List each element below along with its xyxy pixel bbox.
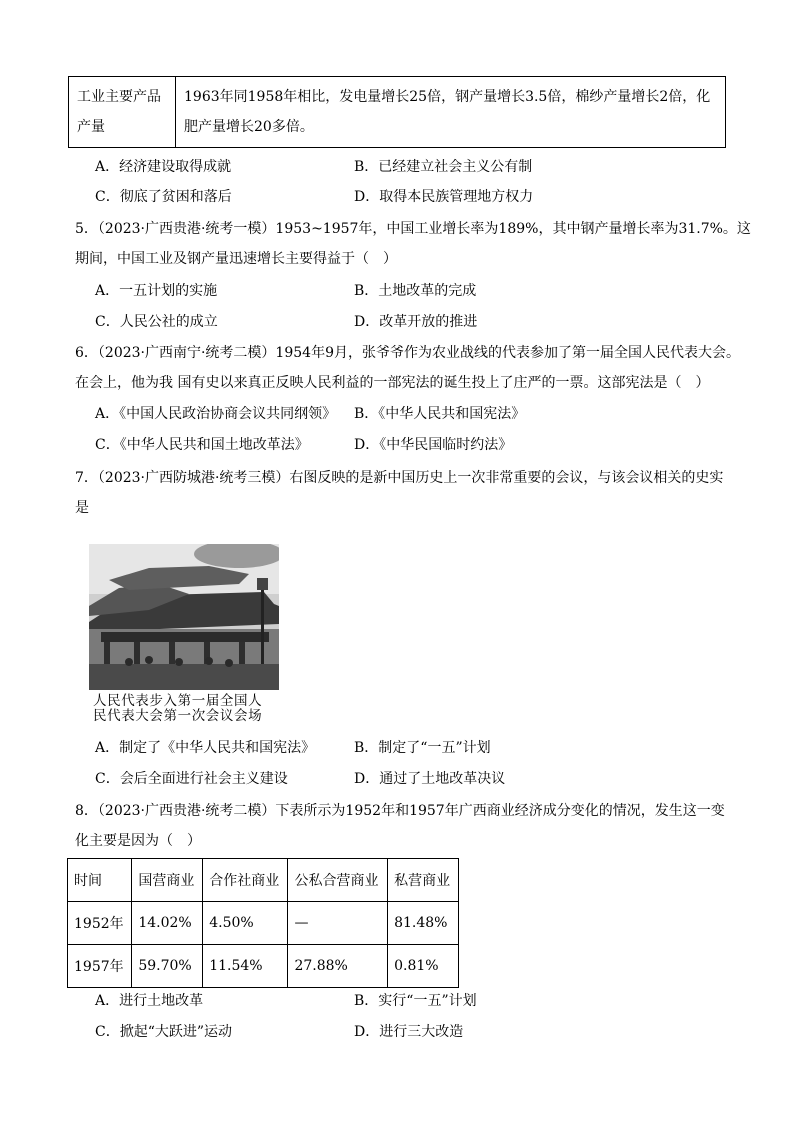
photo-caption [93,694,293,724]
q6-option-b[interactable]: B．《中华人民共和国宪法》 [354,406,526,422]
q5-stem-line-2: 期间，中国工业及钢产量迅速增长主要得益于（ ） [75,251,397,267]
header-cell: 国营商业 [132,859,203,902]
q5-option-a[interactable]: A．一五计划的实施 [95,283,218,299]
table-cell: 11.54% [203,945,288,988]
q7-option-d[interactable]: D．通过了土地改革决议 [354,771,506,787]
commerce-composition-table [67,858,459,988]
industry-output-table [68,76,726,148]
table-cell: 1952年 [68,902,132,945]
table-cell: 0.81% [388,945,459,988]
table-content-cell: 1963年同1958年相比，发电量增长25倍，钢产量增长3.5倍，棉纱产量增长2倍，化肥产量增长20多倍。 [176,77,726,148]
q6-option-c[interactable]: C．《中华人民共和国土地改革法》 [95,437,309,453]
q8-stem-line-1: 8．（2023·广西贵港·统考二模）下表所示为1952年和1957年广西商业经济成分变化的情况，发生这一变 [75,803,725,819]
q8-option-c[interactable]: C．掀起“大跃进”运动 [95,1024,233,1040]
q8-stem-line-2: 化主要是因为（ ） [75,833,201,849]
q8-option-d[interactable]: D．进行三大改造 [354,1024,464,1040]
photo-caption-line-1: 人民代表步入第一届全国人 [93,693,263,709]
q7-stem-line-2: 是 [75,500,89,516]
table-cell: — [288,902,388,945]
table-cell: 1957年 [68,945,132,988]
header-cell: 时间 [68,859,132,902]
table-cell: 81.48% [388,902,459,945]
q7-stem-line-1: 7．（2023·广西防城港·统考三模）右图反映的是新中国历史上一次非常重要的会议，与该会议相关的史实 [75,470,724,486]
q6-stem-line-2: 在会上，他为我 国有史以来真正反映人民利益的一部宪法的诞生投上了庄严的一票。这部宪法是（ ） [75,375,710,391]
table-label-cell: 工业主要产品产量 [69,77,176,148]
q7-option-b[interactable]: B．制定了“一五”计划 [354,740,491,756]
q7-option-c[interactable]: C．会后全面进行社会主义建设 [95,771,288,787]
q5-stem-line-1: 5．（2023·广西贵港·统考一模）1953~1957年，中国工业增长率为189%，其中钢产量增长率为31.7%。这 [75,221,751,237]
table-cell: 27.88% [288,945,388,988]
photo-caption-line-2: 民代表大会第一次会议会场 [93,708,263,724]
q5-option-c[interactable]: C．人民公社的成立 [95,314,218,330]
header-cell: 公私合营商业 [288,859,388,902]
q4-option-a[interactable]: A．经济建设取得成就 [95,159,232,175]
q6-option-a[interactable]: A．《中国人民政治协商会议共同纲领》 [95,406,337,422]
table-header-row [68,859,459,902]
q7-option-a[interactable]: A．制定了《中华人民共和国宪法》 [95,740,316,756]
header-cell: 合作社商业 [203,859,288,902]
table-row [68,902,459,945]
q4-option-b[interactable]: B．已经建立社会主义公有制 [354,159,533,175]
table-cell: 14.02% [132,902,203,945]
q6-option-d[interactable]: D．《中华民国临时约法》 [354,437,513,453]
q8-option-b[interactable]: B．实行“一五”计划 [354,993,477,1009]
q6-stem-line-1: 6．（2023·广西南宁·统考二模）1954年9月，张爷爷作为农业战线的代表参加了第一届全国人民代表大会。 [75,345,740,361]
header-cell: 私营商业 [388,859,459,902]
q8-option-a[interactable]: A．进行土地改革 [95,993,204,1009]
q5-option-b[interactable]: B．土地改革的完成 [354,283,477,299]
q4-option-c[interactable]: C．彻底了贫困和落后 [95,189,232,205]
q5-option-d[interactable]: D．改革开放的推进 [354,314,478,330]
table-row [68,945,459,988]
table-cell: 59.70% [132,945,203,988]
q4-option-d[interactable]: D．取得本民族管理地方权力 [354,189,534,205]
table-cell: 4.50% [203,902,288,945]
congress-hall-photo [89,544,279,690]
